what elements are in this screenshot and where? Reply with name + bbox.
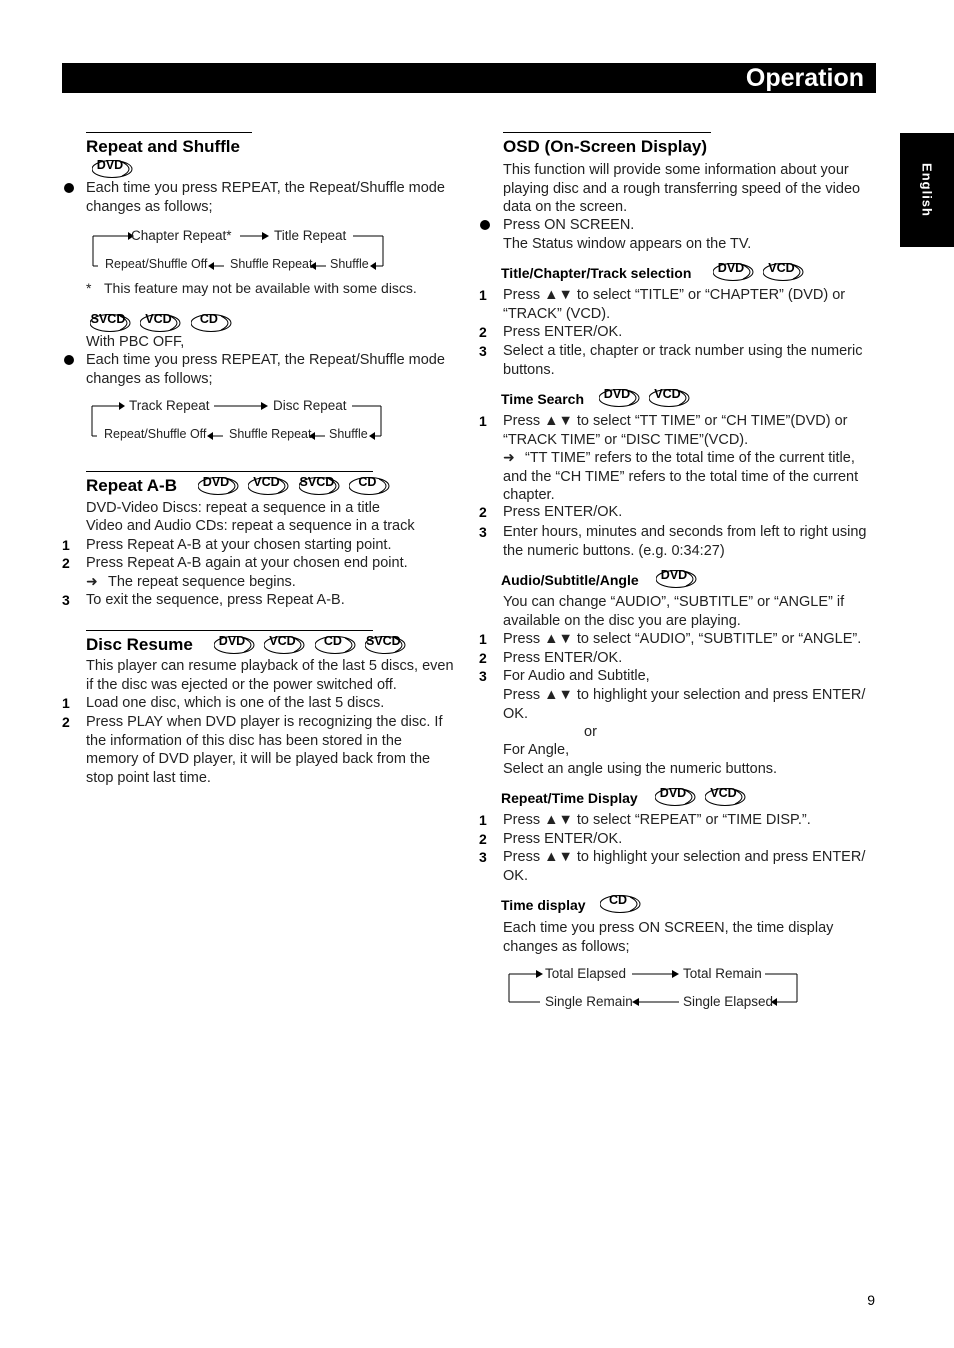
step-number: 1	[479, 287, 487, 303]
repeat-mode-diagram-cd	[89, 396, 389, 444]
section-title-osd: OSD (On-Screen Display)	[503, 137, 708, 156]
disc-badge-svcd: SVCD	[299, 476, 341, 496]
disc-badge-vcd: VCD	[649, 388, 691, 408]
step-text: Press ▲▼ to select “TT TIME” or “CH TIME”(DVD) or “TRACK TIME” or “DISC TIME”(VCD).	[503, 413, 848, 448]
paragraph: Each time you press ON SCREEN, the time display changes as follows;	[503, 920, 834, 955]
step-text: Load one disc, which is one of the last 5 discs.	[86, 695, 385, 711]
step-text: For Angle,	[503, 742, 570, 758]
disc-badge-cd: CD	[191, 313, 233, 333]
badge-row	[599, 388, 695, 408]
paragraph: This player can resume playback of the last 5 discs, even if the disc was ejected or the power switched off.	[86, 658, 454, 693]
bullet	[480, 220, 490, 230]
section-title-repeat-shuffle: Repeat and Shuffle	[86, 137, 240, 156]
step-number: 3	[479, 849, 487, 865]
step-text: Press ▲▼ to highlight your selection and press ENTER/ OK.	[503, 849, 866, 884]
paragraph: Video and Audio CDs: repeat a sequence in a track	[86, 518, 415, 534]
diagram-label: Shuffle	[330, 257, 369, 271]
diagram-label: Single Elapsed	[683, 994, 774, 1009]
disc-badge-vcd: VCD	[705, 787, 747, 807]
disc-badge-vcd: VCD	[763, 262, 805, 282]
step-number: 1	[479, 812, 487, 828]
step-text: Select an angle using the numeric buttons.	[503, 761, 778, 777]
diagram-label: Single Remain	[545, 994, 633, 1009]
step-text: Press ENTER/OK.	[503, 504, 623, 520]
disc-badge-svcd: SVCD	[90, 313, 132, 333]
bullet	[64, 183, 74, 193]
paragraph: Each time you press REPEAT, the Repeat/Shuffle mode changes as follows;	[86, 180, 445, 215]
paragraph: The Status window appears on the TV.	[503, 236, 752, 252]
disc-badge-vcd: VCD	[264, 635, 306, 655]
badge-row	[92, 159, 138, 179]
step-text: Press ENTER/OK.	[503, 650, 623, 666]
subsection-title-time-display: Time display	[501, 897, 586, 913]
step-number: 3	[479, 668, 487, 684]
step-text: Press Repeat A-B at your chosen starting point.	[86, 537, 392, 553]
footnote-mark: *	[86, 280, 92, 296]
subsection-title-audio: Audio/Subtitle/Angle	[501, 572, 639, 588]
paragraph: With PBC OFF,	[86, 334, 185, 350]
diagram-label: Repeat/Shuffle Off	[104, 427, 207, 441]
subsection-title-time-search: Time Search	[501, 391, 585, 407]
language-tab	[900, 133, 954, 247]
badge-row	[198, 476, 395, 496]
repeat-mode-diagram-dvd	[90, 226, 390, 274]
step-text: To exit the sequence, press Repeat A-B.	[86, 592, 345, 608]
step-number: 3	[479, 343, 487, 359]
paragraph: You can change “AUDIO”, “SUBTITLE” or “ANGLE” if available on the disc you are playing.	[503, 594, 845, 629]
page-number: 9	[867, 1292, 875, 1308]
section-rule	[86, 471, 373, 472]
step-text: Enter hours, minutes and seconds from left to right using the numeric buttons. (e.g. 0:34:27)	[503, 524, 867, 559]
step-text: Press ▲▼ to select “AUDIO”, “SUBTITLE” or “ANGLE”.	[503, 631, 862, 647]
step-number: 2	[479, 504, 487, 520]
language-tab-label: English	[919, 163, 935, 217]
step-text: Press ▲▼ to highlight your selection and press ENTER/ OK.	[503, 687, 866, 722]
header-bar	[62, 63, 876, 93]
disc-badge-vcd: VCD	[248, 476, 290, 496]
footnote: This feature may not be available with some discs.	[104, 280, 417, 296]
section-title-repeat-ab: Repeat A-B	[86, 476, 177, 495]
step-number: 1	[479, 631, 487, 647]
step-number: 2	[479, 831, 487, 847]
badge-row	[713, 262, 809, 282]
diagram-label: Track Repeat	[129, 398, 210, 413]
diagram-label: Chapter Repeat*	[131, 228, 232, 243]
disc-badge-vcd: VCD	[140, 313, 182, 333]
step-note: “TT TIME” refers to the total time of the current title, and the “CH TIME” refers to the total time of the current chapter.	[503, 450, 859, 503]
step-number: 2	[62, 555, 70, 571]
badge-row	[656, 569, 702, 589]
step-number: 1	[479, 413, 487, 429]
step-number: 3	[62, 592, 70, 608]
paragraph: Press ON SCREEN.	[503, 217, 635, 233]
badge-row	[214, 635, 411, 655]
arrow-right-icon: ➜	[503, 449, 515, 465]
step-text: Press ▲▼ to select “REPEAT” or “TIME DISP.”.	[503, 812, 811, 828]
subsection-title-tct: Title/Chapter/Track selection	[501, 265, 692, 281]
diagram-label: Total Elapsed	[545, 966, 627, 981]
disc-badge-dvd: DVD	[655, 787, 697, 807]
step-text: For Audio and Subtitle,	[503, 668, 650, 684]
step-number: 1	[62, 695, 70, 711]
step-number: 2	[479, 324, 487, 340]
diagram-label: Repeat/Shuffle Off	[105, 257, 208, 271]
section-rule	[503, 132, 711, 133]
step-text: Press ENTER/OK.	[503, 831, 623, 847]
diagram-label: Disc Repeat	[273, 398, 347, 413]
disc-badge-dvd: DVD	[713, 262, 755, 282]
step-text: Press PLAY when DVD player is recognizing the disc. If the information of this disc has been stored in the memory of DVD player, it will be played back from the stop point last time.	[86, 714, 443, 786]
step-number: 3	[479, 524, 487, 540]
paragraph: This function will provide some information about your playing disc and a rough transferring speed of the video data on the screen.	[503, 162, 861, 215]
badge-row	[655, 787, 751, 807]
badge-row	[600, 894, 646, 914]
diagram-label: Shuffle Repeat	[230, 257, 313, 271]
step-text: Press ▲▼ to select “TITLE” or “CHAPTER” (DVD) or “TRACK” (VCD).	[503, 287, 846, 322]
disc-badge-dvd: DVD	[92, 159, 134, 179]
section-title-disc-resume: Disc Resume	[86, 635, 193, 654]
disc-badge-svcd: SVCD	[365, 635, 407, 655]
diagram-label: Total Remain	[683, 966, 762, 981]
diagram-label: Shuffle Repeat	[229, 427, 312, 441]
paragraph: Each time you press REPEAT, the Repeat/Shuffle mode changes as follows;	[86, 352, 445, 387]
step-text: Select a title, chapter or track number using the numeric buttons.	[503, 343, 863, 378]
time-display-diagram	[506, 963, 806, 1011]
step-text: or	[584, 724, 597, 740]
badge-row	[90, 313, 237, 333]
arrow-right-icon: ➜	[86, 573, 98, 589]
disc-badge-dvd: DVD	[656, 569, 698, 589]
disc-badge-dvd: DVD	[599, 388, 641, 408]
diagram-label: Shuffle	[329, 427, 368, 441]
step-text: Press ENTER/OK.	[503, 324, 623, 340]
section-rule	[86, 630, 373, 631]
subsection-title-repeat-time: Repeat/Time Display	[501, 790, 638, 806]
disc-badge-dvd: DVD	[214, 635, 256, 655]
section-rule	[86, 132, 252, 133]
page-title: Operation	[745, 64, 864, 92]
disc-badge-cd: CD	[349, 476, 391, 496]
disc-badge-cd: CD	[600, 894, 642, 914]
bullet	[64, 355, 74, 365]
step-number: 2	[62, 714, 70, 730]
disc-badge-dvd: DVD	[198, 476, 240, 496]
disc-badge-cd: CD	[315, 635, 357, 655]
diagram-label: Title Repeat	[274, 228, 347, 243]
step-number: 1	[62, 537, 70, 553]
paragraph: DVD-Video Discs: repeat a sequence in a title	[86, 500, 380, 516]
step-note: The repeat sequence begins.	[108, 574, 296, 590]
step-number: 2	[479, 650, 487, 666]
step-text: Press Repeat A-B again at your chosen end point.	[86, 555, 408, 571]
